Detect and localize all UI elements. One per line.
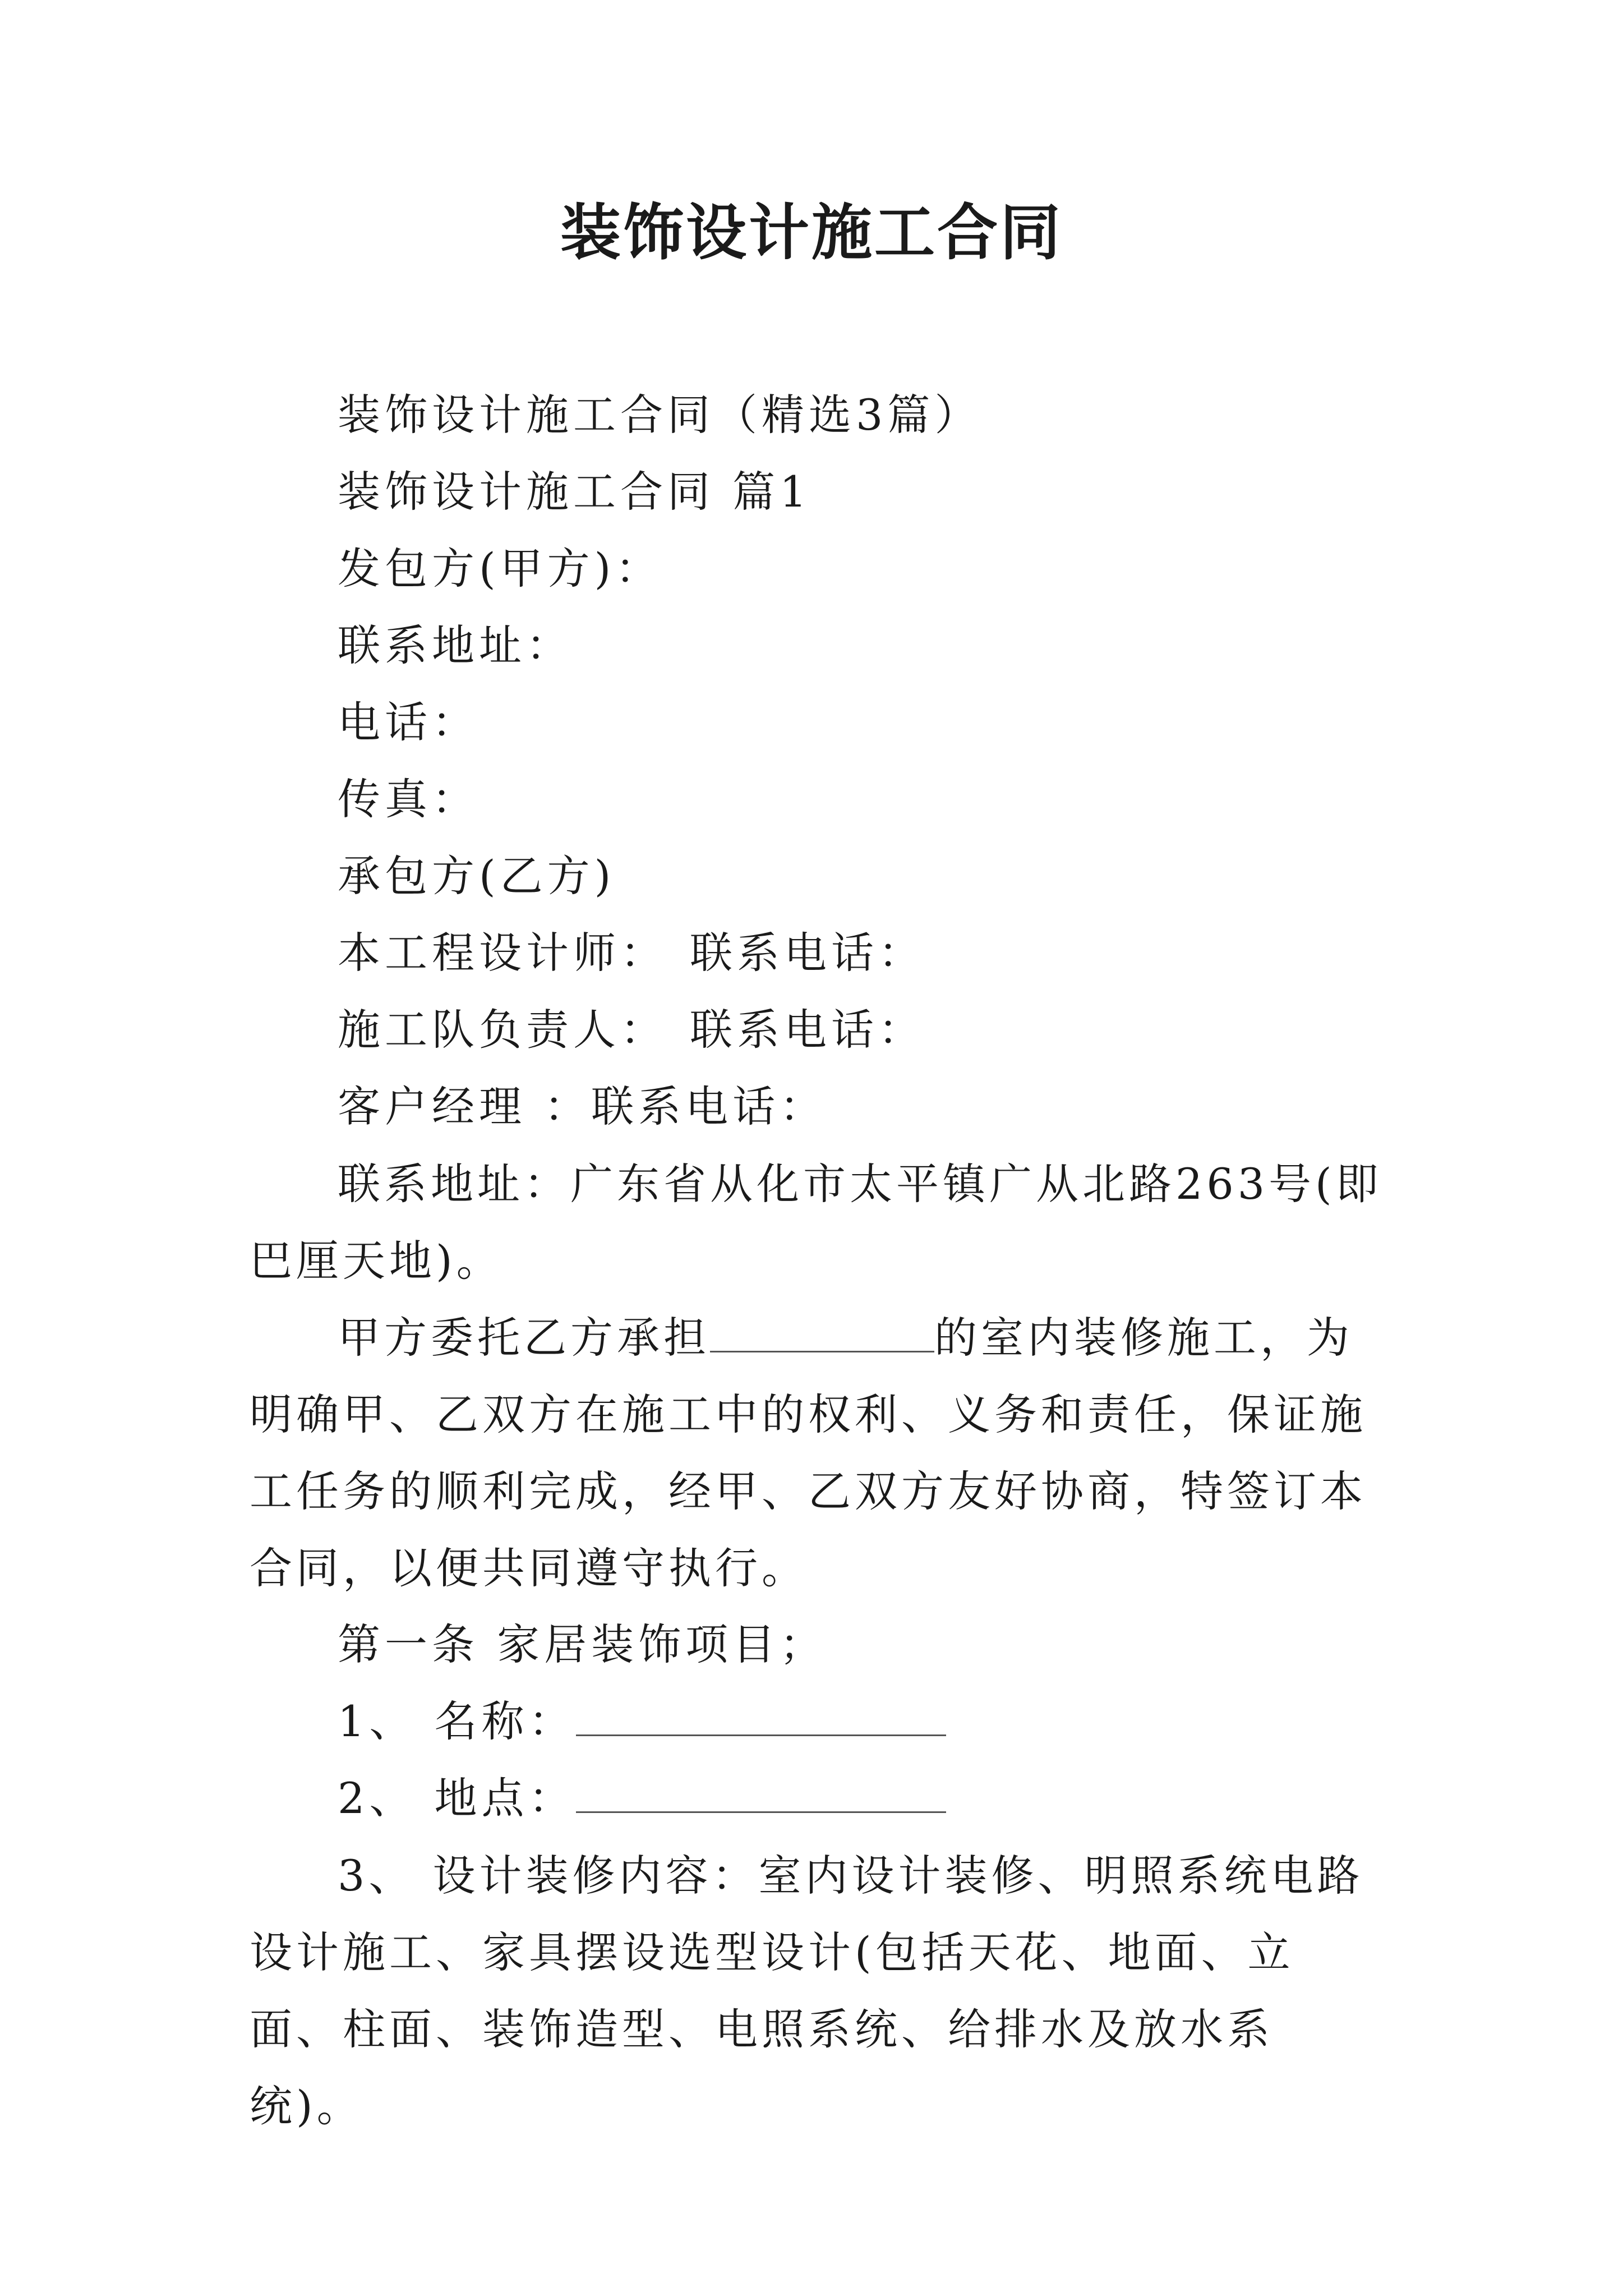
foreman-line: [338, 1002, 925, 1058]
location-blank: [576, 1772, 946, 1813]
designer-label: 本工程设计师：: [338, 928, 667, 978]
party-a-line: 发包方(甲方)：: [338, 544, 663, 593]
item2-line: [338, 1770, 946, 1826]
manager-line: [338, 1079, 827, 1135]
intro-text-before: 甲方委托乙方承担: [338, 1313, 710, 1363]
item1-line: [338, 1694, 946, 1750]
document-subtitle: 装饰设计施工合同（精选3篇）: [338, 390, 982, 440]
document-title: 装饰设计施工合同: [560, 197, 1063, 268]
item1-label: 1、 名称：: [338, 1696, 576, 1746]
designer-phone-label: 联系电话：: [690, 928, 925, 978]
manager-phone-label: 联系电话：: [591, 1082, 827, 1131]
item2-label: 2、 地点：: [338, 1773, 576, 1823]
designer-line: [338, 925, 925, 981]
party-a-phone-line: 电话：: [338, 697, 479, 747]
intro-paragraph: [250, 1299, 1385, 1607]
foreman-phone-label: 联系电话：: [690, 1005, 925, 1055]
project-blank: [710, 1312, 934, 1352]
party-a-address-line: 联系地址：: [338, 620, 573, 670]
party-b-address-paragraph: 联系地址：广东省从化市太平镇广从北路263号(即巴厘天地)。: [250, 1159, 1382, 1286]
manager-label: 客户经理 ：: [338, 1082, 592, 1131]
party-a-fax-line: 传真：: [338, 774, 479, 824]
part-heading: 装饰设计施工合同 篇1: [338, 467, 811, 517]
item3-paragraph: 3、 设计装修内容：室内设计装修、明照系统电路设计施工、家具摆设选型设计(包括天花、地面、立面、柱面、装饰造型、电照系统、给排水及放水系统)。: [250, 1851, 1364, 2131]
name-blank: [576, 1695, 946, 1736]
foreman-label: 施工队负责人：: [338, 1005, 667, 1055]
article1-heading: 第一条 家居装饰项目；: [338, 1619, 827, 1669]
intro-text-after: 的室内装修施工，为明确甲、乙双方在施工中的权利、义务和责任，保证施工任务的顺利完成，经甲、乙双方友好协商，特签订本合同，以便共同遵守执行。: [250, 1313, 1367, 1593]
party-b-line: 承包方(乙方): [338, 851, 616, 901]
